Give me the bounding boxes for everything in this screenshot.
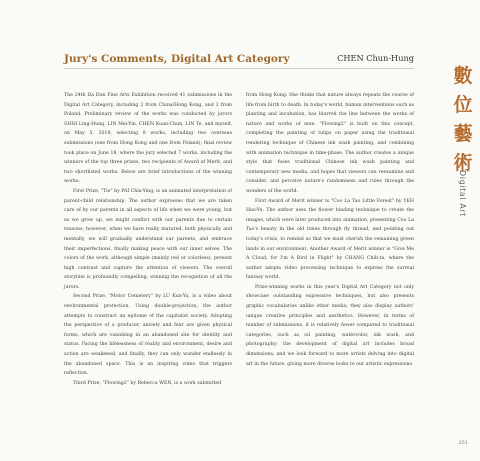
body-columns xyxy=(64,91,414,388)
left-column xyxy=(64,91,232,388)
right-column xyxy=(246,91,414,388)
paragraph-conclusion: Prize-winning works in this year's Digital Art Category not only showcase outstanding expressive techniques, but also presents graphic vocabularies unlike other media; they also display authors' unique creative principles and aesthetics. However, in terms of number of submissions, it is relatively fewer compared to traditional categories, such as oil painting, watercolor, ink wash, and photography; the development of digital art includes broad dimensions, and we look forward to more artists delving into digital art in the future, giving more diverse looks to our artistic expressions. xyxy=(246,284,414,367)
cjk-char-3: 藝 xyxy=(453,123,473,145)
category-title-chinese xyxy=(448,62,478,178)
paragraph-third-prize-start: Third Prize, "Flowing2" by Rebecca WEN, is a work submitted xyxy=(73,380,222,386)
paragraph-award-of-merit: First Award of Merit winner is "Coo La Tao Little Forest" by YEH Hao-Yu. The author uses the flower binding technique to create the images, which were later produced into animation, presenting Coo La Tao's beauty in the old times through fly thread, and pointing out today's crisis, to remind us that we must cherish the remaining green lands in our environment. Another Award of Merit winner is "Give Me A Cloud, for I'm A Bird in Flight" by CHANG Chih-ta, where the author adopts video processing technique to express the surreal fantasy world. xyxy=(246,198,414,281)
cjk-char-1: 數 xyxy=(453,65,473,87)
page-number: 251 xyxy=(458,440,468,446)
cjk-char-2: 位 xyxy=(453,94,473,116)
category-label-text: Digital Art xyxy=(457,169,467,217)
category-label-vertical xyxy=(452,168,472,218)
cjk-char-4: 術 xyxy=(453,152,473,174)
paragraph-third-prize-cont: from Hong Kong. She thinks that nature always repeats the course of life from birth to death. In today's world, human interventions such as planting and incubation, has blurred the line between the works of nature and works of men. "Flowing2" is built on this concept, completing the painting of tulips on paper using the traditional rendering technique of Chinese ink wash painting, and combining with animation technique in time-phase. The author creates a unique style that fuses traditional Chinese ink wash painting and contemporary new media, and hopes that viewers can reexamine and consider, and perceive nature's randomness and rules through the wonders of the world. xyxy=(246,93,414,194)
paragraph-first-prize: First Prize, "Tie" by PAI Chia-Ying, is an animated interpretation of parent-child relationship. The author expresses that we are taken care of by our parents in all aspects of life when we were young, but as we grow up, we might conflict with our parents due to certain reasons; however, when we have really matured, both physically and mentally, we will gradually understand our parents, and embrace their imperfections, finally making peace with our inner selves. The colors of the work, although simple (mainly red or colorless), present high contrast and capture the attention of viewers. The overall storyline is profoundly compelling, winning the recognition of all the jurors. xyxy=(64,188,232,290)
header-divider xyxy=(64,68,414,69)
paragraph-second-prize: Second Prize, "Motor Cemetery" by LU Kun-Yu, is a video about environmental protection. Using double-projection, the author attempts to construct an epitome of the capitalist society. Adopting the perspective of a producer, anxiety and fear are given physical forms, which are vanishing in an abandoned site for identity and status. Facing the lifelessness of reality and environment, desire and action are weakened, and finally, they can only wander endlessly in the abandoned space. This is an inspiring video that triggers reflection. xyxy=(64,294,232,377)
author-name: CHEN Chun-Hung xyxy=(337,53,414,63)
page-title: Jury's Comments, Digital Art Category xyxy=(64,53,290,65)
paragraph-intro: The 24th Da Dun Fine Arts Exhibition received 41 submissions in the Digital Art Category, including 2 from China/Hong Kong, and 2 from Poland. Preliminary review of the works was conducted by jurors SHIH Ling-Hung, LIN Mei-Yin, CHEN Kuan-Chun, LIN Te, and myself, on May 5, 2019, selecting 8 works, including two overseas submissions (one from Hong Kong and one from Poland); final review took place on June 18, where the jury selected 7 works, including the winners of the top three prizes, two recipients of Award of Merit, and two shortlisted works. Below are brief introductions of the winning works: xyxy=(64,93,232,185)
